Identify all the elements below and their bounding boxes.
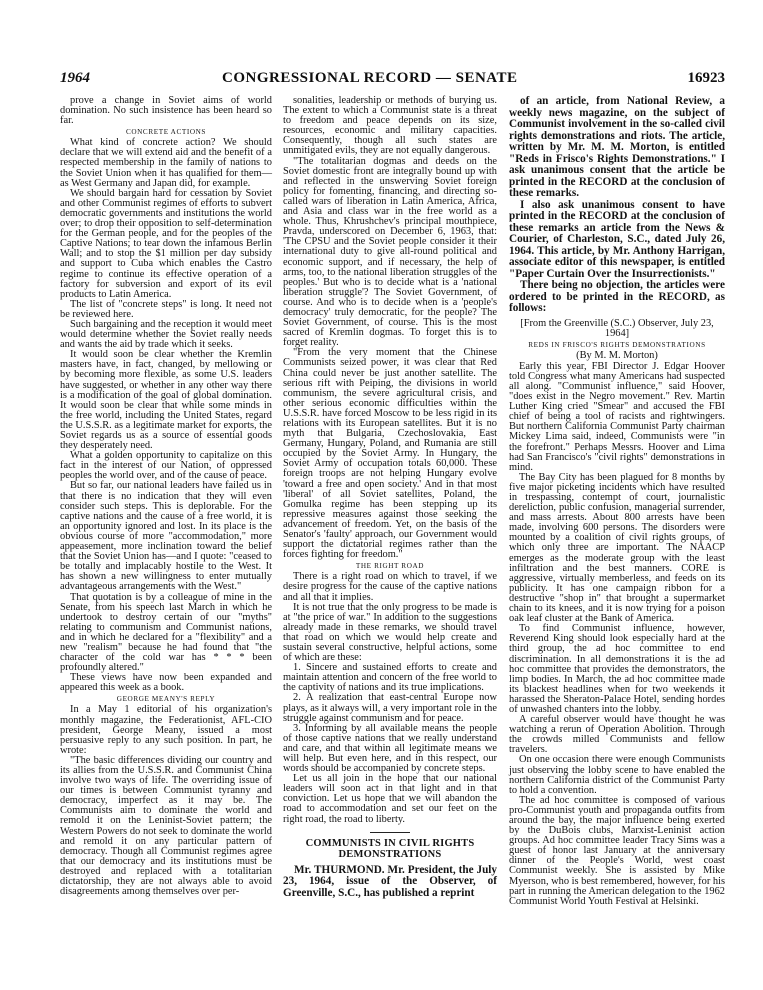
paragraph: What a golden opportunity to capitalize on this fact in the interest of our Nation, of oppressed peoples the world over, and of the cause of peace.	[60, 450, 272, 482]
numbered-item: 2. A realization that east-central Europe now plays, as it always will, a very important role in the struggle against communism and for peace.	[283, 692, 497, 724]
paragraph: What kind of concrete action? We should declare that we will extend aid and the benefit of a respected membership in the family of nations to the Soviet Union when it has qualified for them—as West Germany and Japan did, for example.	[60, 137, 272, 189]
paragraph: It would soon be clear whether the Kremlin masters have, in fact, changed, by mellowing or by becoming more flexible, as some U.S. leaders have suggested, or whether in any other way there is a modification of the goal of global domination. It would soon be clear that while some minds in the free world, including the United States, regard the U.S.S.R. as a legitimate market for exports, the Soviet regards us as a source of essential goods they desperately need.	[60, 349, 272, 452]
article-paragraph: On one occasion there were enough Communists just observing the lobby scene to have enabled the northern California district of the Communist Party to hold a convention.	[509, 754, 725, 796]
running-head-year: 1964	[60, 70, 90, 86]
quoted-paragraph: sonalities, leadership or methods of burying us. The extent to which a Communist state is a threat to freedom and peace depends on its size, resources, economic and military capacities. Consequently, though all such states are unmitigated evils, they are not equally dangerous.	[283, 95, 497, 157]
page-number: 16923	[687, 70, 725, 86]
paragraph: It is not true that the only progress to be made is at "the price of war." In addition to the suggestions already made in these remarks, we should travel that road on which we would help create and sustain several constructive, helpful actions, some of which are these:	[283, 601, 497, 664]
quoted-paragraph: "The totalitarian dogmas and deeds on the Soviet domestic front are integrally bound up with and reflected in the unswerving Soviet foreign policy for fomenting, financing, and directing so-called wars of liberation in Latin America, Africa, and Asia and class war in the free world as a whole. Thus, Khrushchev's principal mouthpiece, Pravda, underscored on December 6, 1963, that: 'The CPSU and the Soviet people consider it their international duty to give all-round political and economic support, and if necessary, the help of arms, too, to the national liberation struggles of the peoples.' But who is to decide what is a 'national liberation struggle'? The Soviet Government, of course. And who is to decide when is a 'people's democracy' truly democratic, for the people? The Soviet Government, of course. This is the most sacred of Kremlin dogmas. To forget this is to forget reality.	[283, 155, 497, 349]
paragraph: The list of "concrete steps" is long. It need not be reviewed here.	[60, 298, 272, 320]
column-3	[509, 96, 725, 907]
article-source-line: [From the Greenville (S.C.) Observer, July 23, 1964]	[520, 317, 714, 339]
subheading-concrete-actions: CONCRETE ACTIONS	[125, 128, 207, 137]
paragraph: In a May 1 editorial of his organization's monthly magazine, the Federationist, AFL-CIO president, George Meany, issued a most persuasive reply to any such position. In part, he wrote:	[60, 704, 272, 756]
senator-remarks: I also ask unanimous consent to have printed in the RECORD at the conclusion of these remarks an article from the News & Courier, of Charleston, S.C., dated July 26, 1964. This article, by Mr. Anthony Harrigan, associate editor of this newspaper, is entitled "Paper Curtain Over the Insurrectionists."	[509, 198, 725, 280]
article-paragraph: The Bay City has been plagued for 8 months by five major picketing incidents which have resulted in trespassing, contempt of court, journalistic dereliction, public confusion, managerial surrender, and mass arrests. About 800 arrests have been made, involving 600 persons. The disorders were mounted by a coalition of civil rights groups, of which only three are important. The NAACP emerges as the moderate group with the least infiltration and the best manners. CORE is aggressive, virtually memberless, and feeds on its publicity. It has one campaign ribbon for a destructive "shop in" that brought a supermarket chain to its knees, and it is now trying for a poison oak leaf cluster at the Bank of America.	[509, 471, 725, 625]
article-title: REDS IN FRISCO'S RIGHTS DEMONSTRATIONS	[528, 340, 706, 349]
article-paragraph: A careful observer would have thought he was watching a rerun of Operation Abolition. Through the crowds milled Communists and fellow travelers.	[509, 714, 725, 756]
senator-remarks: of an article, from National Review, a weekly news magazine, on the subject of Communist involvement in the so-called civil rights demonstrations and riots. The article, written by Mr. M. M. Morton, is entitled "Reds in Frisco's Rights Demonstrations." I ask unanimous consent that the article be printed in the RECORD at the conclusion of these remarks.	[509, 95, 725, 199]
column-2	[283, 96, 497, 899]
senator-remarks: Mr. THURMOND. Mr. President, the July 23, 1964, issue of the Observer, of Greenville, S.C., has published a reprint	[283, 863, 497, 899]
paragraph: Such bargaining and the reception it would meet would determine whether the Soviet really needs and wants the aid by trade which it seeks.	[60, 318, 272, 351]
paragraph: There is a right road on which to travel, if we desire progress for the cause of the captive nations and all that it implies.	[283, 571, 497, 603]
paragraph: Let us all join in the hope that our national leaders will soon act in that light and in that conviction. Let us hope that we will abandon the road to accommodation and set our feet on the right road, the road to liberty.	[283, 773, 497, 825]
column-1	[60, 96, 272, 897]
article-paragraph: To find Communist influence, however, Reverend King should look especially hard at the third group, the ad hoc committee to end discrimination. In all demonstrations it is the ad hoc committee that provides the demonstrators, the limp bodies. In March, the ad hoc committee made its blackest headlines when for two weekends it harassed the Sheraton-Palace Hotel, sending hordes of unwashed chanters into the lobby.	[509, 623, 725, 715]
paragraph: These views have now been expanded and appeared this week as a book.	[60, 672, 272, 694]
subheading-the-right-road: THE RIGHT ROAD	[355, 562, 425, 571]
numbered-item: 1. Sincere and sustained efforts to create and maintain attention and concern of the free world to the captivity of nations and its true implications.	[283, 662, 497, 694]
article-byline: (By M. M. Morton)	[576, 349, 658, 361]
running-head-title: CONGRESSIONAL RECORD — SENATE	[222, 70, 518, 86]
quoted-paragraph: "The basic differences dividing our country and its allies from the U.S.S.R. and Communist China involve two ways of life. The overriding issue of our times is between Communist tyranny and democracy, imperfect as it may be. The Communists aim to dominate the world and remold it on the Leninist-Soviet pattern; the Western Powers do not seek to dominate the world and remold it on any particular pattern of democracy. Though all Communist regimes agree that our democracy and its institutions must be destroyed and replaced with a totalitarian dictatorship, they are not always able to avoid disagreements among themselves over per-	[60, 754, 272, 898]
subheading-george-meanys-reply: GEORGE MEANY'S REPLY	[116, 695, 216, 704]
paragraph: We should bargain hard for cessation by Soviet and other Communist regimes of efforts to subvert democratic governments and institutions the world over; to drop their opposition to self-determination for the German people, and for the peoples of the Captive Nations; to tear down the infamous Berlin Wall; and to stop the $1 million per day subsidy and support to Cuba which enables the Castro regime to continue its effective operation of a factory for subversion and export of its evil products to Latin America.	[60, 187, 272, 300]
paragraph: That quotation is by a colleague of mine in the Senate, from his speech last March in which he undertook to destroy certain of our "myths" relating to communism and Communist nations, and in which he declared for a "flexibility" and a new "realism" because he had found that "the character of the cold war has * * * been profoundly altered."	[60, 591, 272, 674]
quoted-paragraph: "From the very moment that the Chinese Communists seized power, it was clear that Red China could never be just another satellite. The serious rift with Peiping, the divisions in world communism, the severe agricultural crisis, and other serious economic difficulties within the U.S.S.R. have forced Moscow to be less rigid in its relations with its European satellites. But it is no myth that Bulgaria, Czechoslovakia, East Germany, Hungary, Poland, and Rumania are still occupied by the Soviet Army. In Hungary, the Soviet Army of occupation totals 60,000. These foreign troops are not helping Hungary evolve 'toward a free and open society.' And in that most 'liberal' of all Soviet satellites, Poland, the Gomulka regime has been stepping up its repressive measures against those seeking the advancement of freedom. Yet, on the basis of the Senator's 'faulty' approach, our Government would support the dictatorial regimes rather than the forces fighting for freedom."	[283, 347, 497, 561]
article-paragraph: The ad hoc committee is composed of various pro-Communist youth and propaganda outfits from around the bay, the major influence being exerted by the DuBois clubs, Marxist-Leninist action groups. Ad hoc committee leader Tracy Sims was a guest of honor last January at the anniversary dinner of the People's World, west coast Communist weekly. She is assisted by Mike Myerson, who is best remembered, however, for his part in running the American delegation to the 1962 Communist World Youth Festival at Helsinki.	[509, 794, 726, 907]
paragraph: But so far, our national leaders have failed us in that there is no indication that they will even consider such steps. This is deplorable. For the captive nations and the cause of a free world, it is an opportunity ignored and lost. In its place is the obvious course of more "accommodation," more appeasement, more inclination toward the belief that the Soviet Union has—and I quote: "ceased to be totally and implacably hostile to the West. It has shown a new willingness to enter mutually advantageous arrangements with the West."	[60, 480, 272, 593]
section-title: COMMUNISTS IN CIVIL RIGHTS DEMONSTRATIONS	[305, 837, 475, 861]
section-divider-rule	[370, 832, 410, 833]
article-paragraph: Early this year, FBI Director J. Edgar Hoover told Congress what many Americans had suspected all along. "Communist influence," said Hoover, "does exist in the Negro movement." Rev. Martin Luther King cried "Smear" and accused the FBI chief of being a tool of racists and rightwingers. But northern California Communist Party chairman Mickey Lima said, indeed, Communists were "in the forefront." Perhaps Messrs. Hoover and Lima had San Francisco's "civil rights" demonstrations in mind.	[509, 360, 725, 473]
numbered-item: 3. Informing by all available means the people of those captive nations that we really understand and care, and that within all legitimate means we will help. But even here, and in this respect, our words should be accompanied by concrete steps.	[283, 722, 497, 775]
paragraph: prove a change in Soviet aims of world domination. No such insistence has been heard so far.	[60, 95, 272, 127]
senator-remarks: There being no objection, the articles were ordered to be printed in the RECORD, as follows:	[509, 279, 725, 314]
